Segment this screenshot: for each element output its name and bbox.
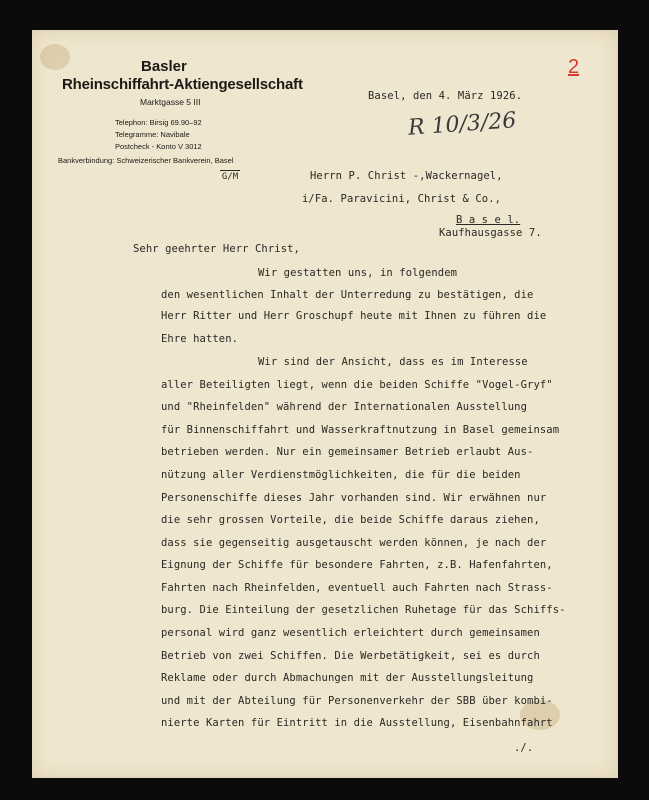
body-line: Herr Ritter und Herr Groschupf heute mit Ihnen zu führen die (161, 310, 547, 322)
body-line: aller Beteiligten liegt, wenn die beiden Schiffe "Vogel-Gryf" (161, 379, 553, 391)
body-line: Ehre hatten. (161, 333, 239, 345)
company-telephone: Telephon: Birsig 69.90–92 (115, 118, 202, 127)
body-line: dass sie gegenseitig ausgetauscht werden können, je nach der (161, 537, 547, 549)
recipient-line1: Herrn P. Christ -,Wackernagel, (310, 170, 503, 182)
body-line: Betrieb von zwei Schiffen. Die Werbetätigkeit, sei es durch (161, 650, 540, 662)
body-line: und "Rheinfelden" während der Internationalen Ausstellung (161, 401, 528, 413)
body-line: Personenschiffe dieses Jahr vorhanden sind. Wir erwähnen nur (161, 492, 547, 504)
body-line: nierte Karten für Eintritt in die Ausstellung, Eisenbahnfahrt (161, 717, 553, 729)
reference-initials: G/M (221, 172, 239, 182)
body-line: burg. Die Einteilung der gesetzlichen Ruhetage für das Schiffs- (161, 604, 566, 616)
salutation: Sehr geehrter Herr Christ, (133, 243, 300, 255)
company-postcheck: Postcheck - Konto V 3012 (115, 142, 202, 151)
company-address: Marktgasse 5 III (140, 97, 201, 107)
company-telegram: Telegramme: Navibale (115, 130, 190, 139)
company-bank: Bankverbindung: Schweizerischer Bankverein, Basel (58, 156, 234, 165)
body-line: für Binnenschiffahrt und Wasserkraftnutzung in Basel gemeinsam (161, 424, 560, 436)
continuation-mark: ./. (514, 742, 534, 754)
recipient-street: Kaufhausgasse 7. (439, 227, 542, 239)
body-line: personal wird ganz wesentlich erleichtert durch gemeinsamen (161, 627, 540, 639)
body-line: Eignung der Schiffe für besondere Fahrten, z.B. Hafenfahrten, (161, 559, 553, 571)
body-line: und mit der Abteilung für Personenverkehr der SBB über kombi- (161, 695, 553, 707)
paper-stain (40, 44, 70, 70)
body-line: Reklame oder durch Abmachungen mit der Ausstellungsleitung (161, 672, 534, 684)
body-line: den wesentlichen Inhalt der Unterredung zu bestätigen, die (161, 289, 534, 301)
body-line: betrieben werden. Nur ein gemeinsamer Betrieb erlaubt Aus- (161, 446, 534, 458)
company-name-line1: Basler (141, 58, 187, 75)
recipient-city: B a s e l. (456, 214, 521, 226)
recipient-line2: i/Fa. Paravicini, Christ & Co., (302, 193, 502, 205)
body-line: Fahrten nach Rheinfelden, eventuell auch Fahrten nach Strass- (161, 582, 553, 594)
handwritten-note: R 10/3/26 (407, 108, 518, 141)
date-line: Basel, den 4. März 1926. (368, 90, 523, 102)
body-line: die sehr grossen Vorteile, die beide Schiffe daraus ziehen, (161, 514, 540, 526)
body-line: nützung aller Verdienstmöglichkeiten, die für die beiden (161, 469, 521, 481)
page-number: 2 (568, 56, 580, 78)
body-line: Wir sind der Ansicht, dass es im Interesse (258, 356, 528, 368)
company-name-line2: Rheinschiffahrt-Aktiengesellschaft (62, 76, 303, 93)
body-line: Wir gestatten uns, in folgendem (258, 267, 458, 279)
